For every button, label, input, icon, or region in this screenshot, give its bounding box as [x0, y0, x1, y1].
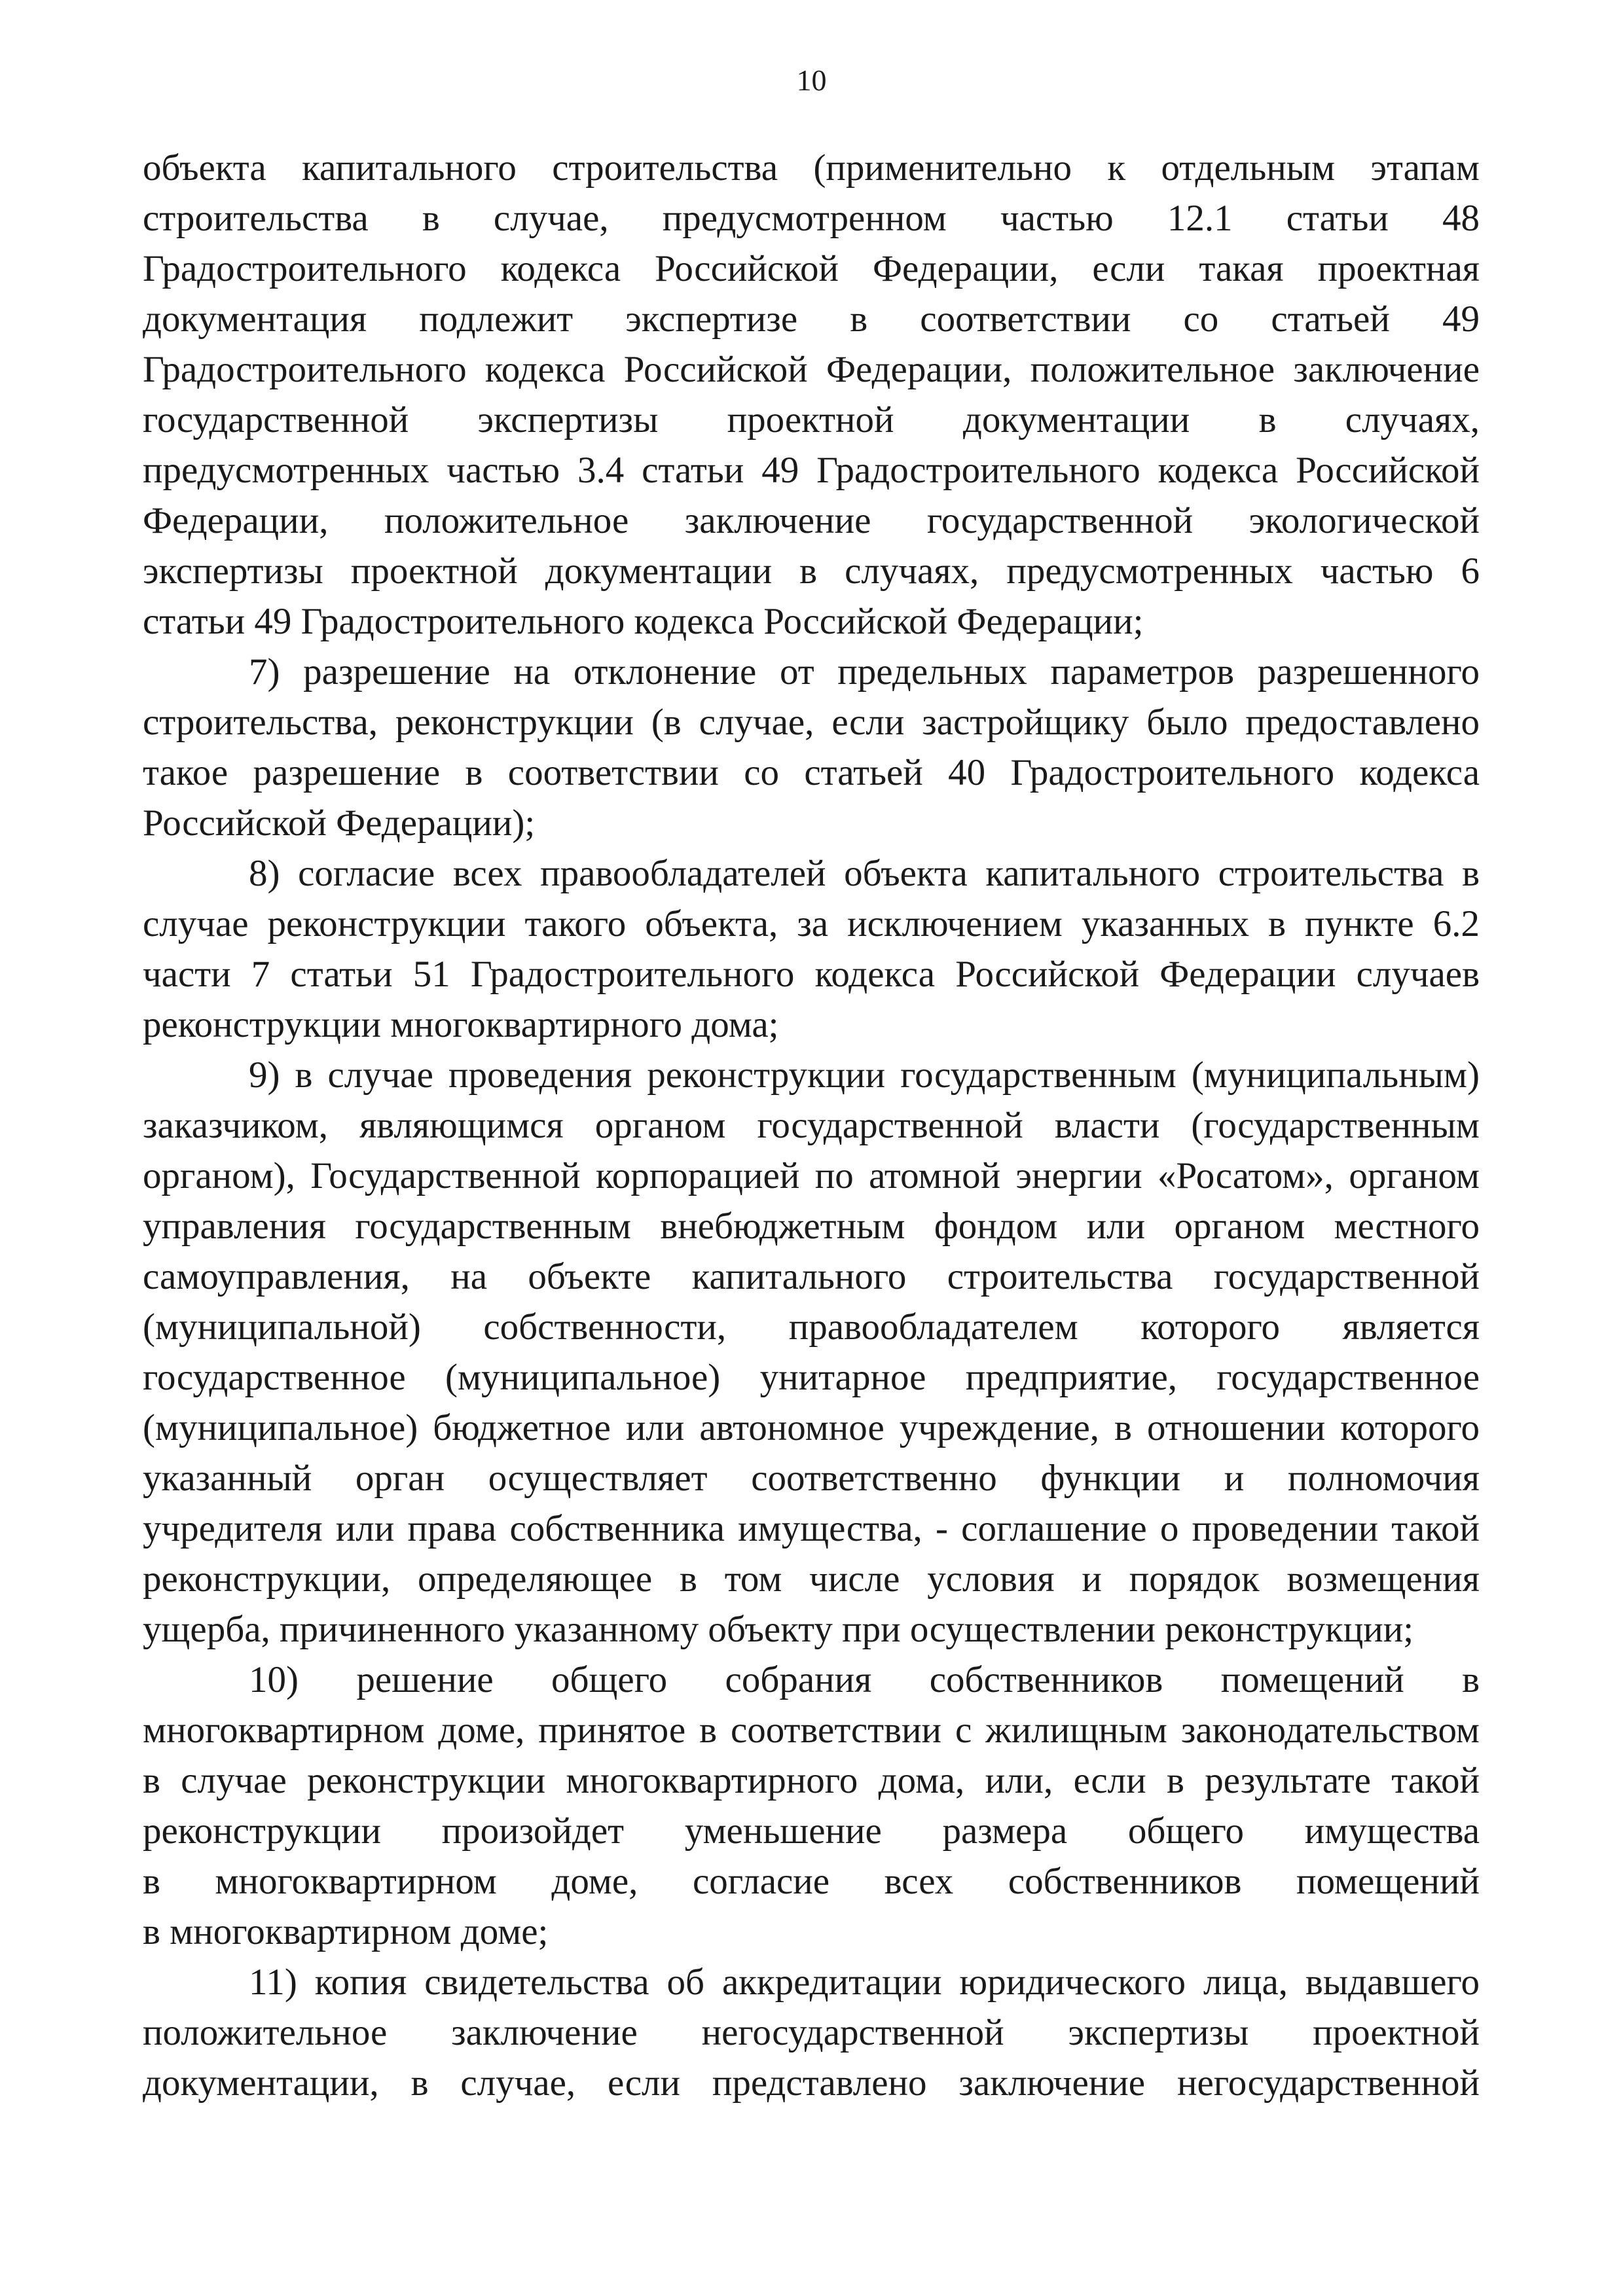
text-line: государственное (муниципальное) унитарное предприятие, государственное: [143, 1357, 1480, 1398]
text-line: многоквартирном доме, принятое в соответствии с жилищным законодательством: [143, 1710, 1480, 1751]
text-line: документация подлежит экспертизе в соответствии со статьей 49: [143, 298, 1480, 340]
text-line: случае реконструкции такого объекта, за исключением указанных в пункте 6.2: [143, 903, 1480, 944]
text-line: (муниципальное) бюджетное или автономное учреждение, в отношении которого: [143, 1407, 1480, 1448]
document-body: [143, 143, 1480, 2108]
text-line: 7) разрешение на отклонение от предельных параметров разрешенного: [249, 651, 1480, 692]
text-line: реконструкции, определяющее в том числе условия и порядок возмещения: [143, 1558, 1480, 1600]
text-line: Градостроительного кодекса Российской Федерации, положительное заключение: [143, 349, 1480, 390]
page-number: 10: [796, 63, 827, 97]
text-line: строительства в случае, предусмотренном частью 12.1 статьи 48: [143, 198, 1480, 239]
text-line: статьи 49 Градостроительного кодекса Российской Федерации;: [143, 601, 1144, 642]
text-line: Российской Федерации);: [143, 802, 536, 844]
text-line: ущерба, причиненного указанному объекту при осуществлении реконструкции;: [143, 1609, 1414, 1650]
text-line: 8) согласие всех правообладателей объекта капитального строительства в: [249, 853, 1480, 894]
text-line: в случае реконструкции многоквартирного дома, или, если в результате такой: [143, 1760, 1480, 1801]
text-line: экспертизы проектной документации в случаях, предусмотренных частью 6: [143, 550, 1480, 592]
text-line: самоуправления, на объекте капитального строительства государственной: [143, 1256, 1480, 1297]
text-line: в многоквартирном доме, согласие всех собственников помещений: [143, 1861, 1480, 1902]
text-line: части 7 статьи 51 Градостроительного кодекса Российской Федерации случаев: [143, 954, 1480, 995]
text-line: Градостроительного кодекса Российской Федерации, если такая проектная: [143, 248, 1480, 289]
text-line: 9) в случае проведения реконструкции государственным (муниципальным): [249, 1054, 1480, 1096]
text-line: реконструкции многоквартирного дома;: [143, 1004, 779, 1045]
text-line: положительное заключение негосударственной экспертизы проектной: [143, 2012, 1480, 2053]
text-line: органом), Государственной корпорацией по атомной энергии «Росатом», органом: [143, 1155, 1480, 1196]
text-line: строительства, реконструкции (в случае, если застройщику было предоставлено: [143, 702, 1480, 743]
text-line: учредителя или права собственника имущества, - соглашение о проведении такой: [143, 1508, 1480, 1549]
text-line: 11) копия свидетельства об аккредитации юридического лица, выдавшего: [249, 1962, 1480, 2003]
text-line: предусмотренных частью 3.4 статьи 49 Градостроительного кодекса Российской: [143, 450, 1480, 491]
text-line: такое разрешение в соответствии со статьей 40 Градостроительного кодекса: [143, 752, 1480, 793]
text-line: в многоквартирном доме;: [143, 1911, 549, 1952]
text-line: объекта капитального строительства (применительно к отдельным этапам: [143, 147, 1480, 188]
text-line: государственной экспертизы проектной документации в случаях,: [143, 399, 1480, 440]
text-line: Федерации, положительное заключение государственной экологической: [143, 500, 1480, 541]
text-line: указанный орган осуществляет соответственно функции и полномочия: [143, 1458, 1480, 1499]
text-line: 10) решение общего собрания собственников помещений в: [249, 1659, 1480, 1700]
text-line: заказчиком, являющимся органом государственной власти (государственным: [143, 1105, 1480, 1146]
text-line: реконструкции произойдет уменьшение размера общего имущества: [143, 1810, 1480, 1852]
text-line: документации, в случае, если представлено заключение негосударственной: [143, 2062, 1480, 2104]
text-line: (муниципальной) собственности, правообладателем которого является: [143, 1306, 1480, 1348]
text-line: управления государственным внебюджетным фондом или органом местного: [143, 1206, 1480, 1247]
